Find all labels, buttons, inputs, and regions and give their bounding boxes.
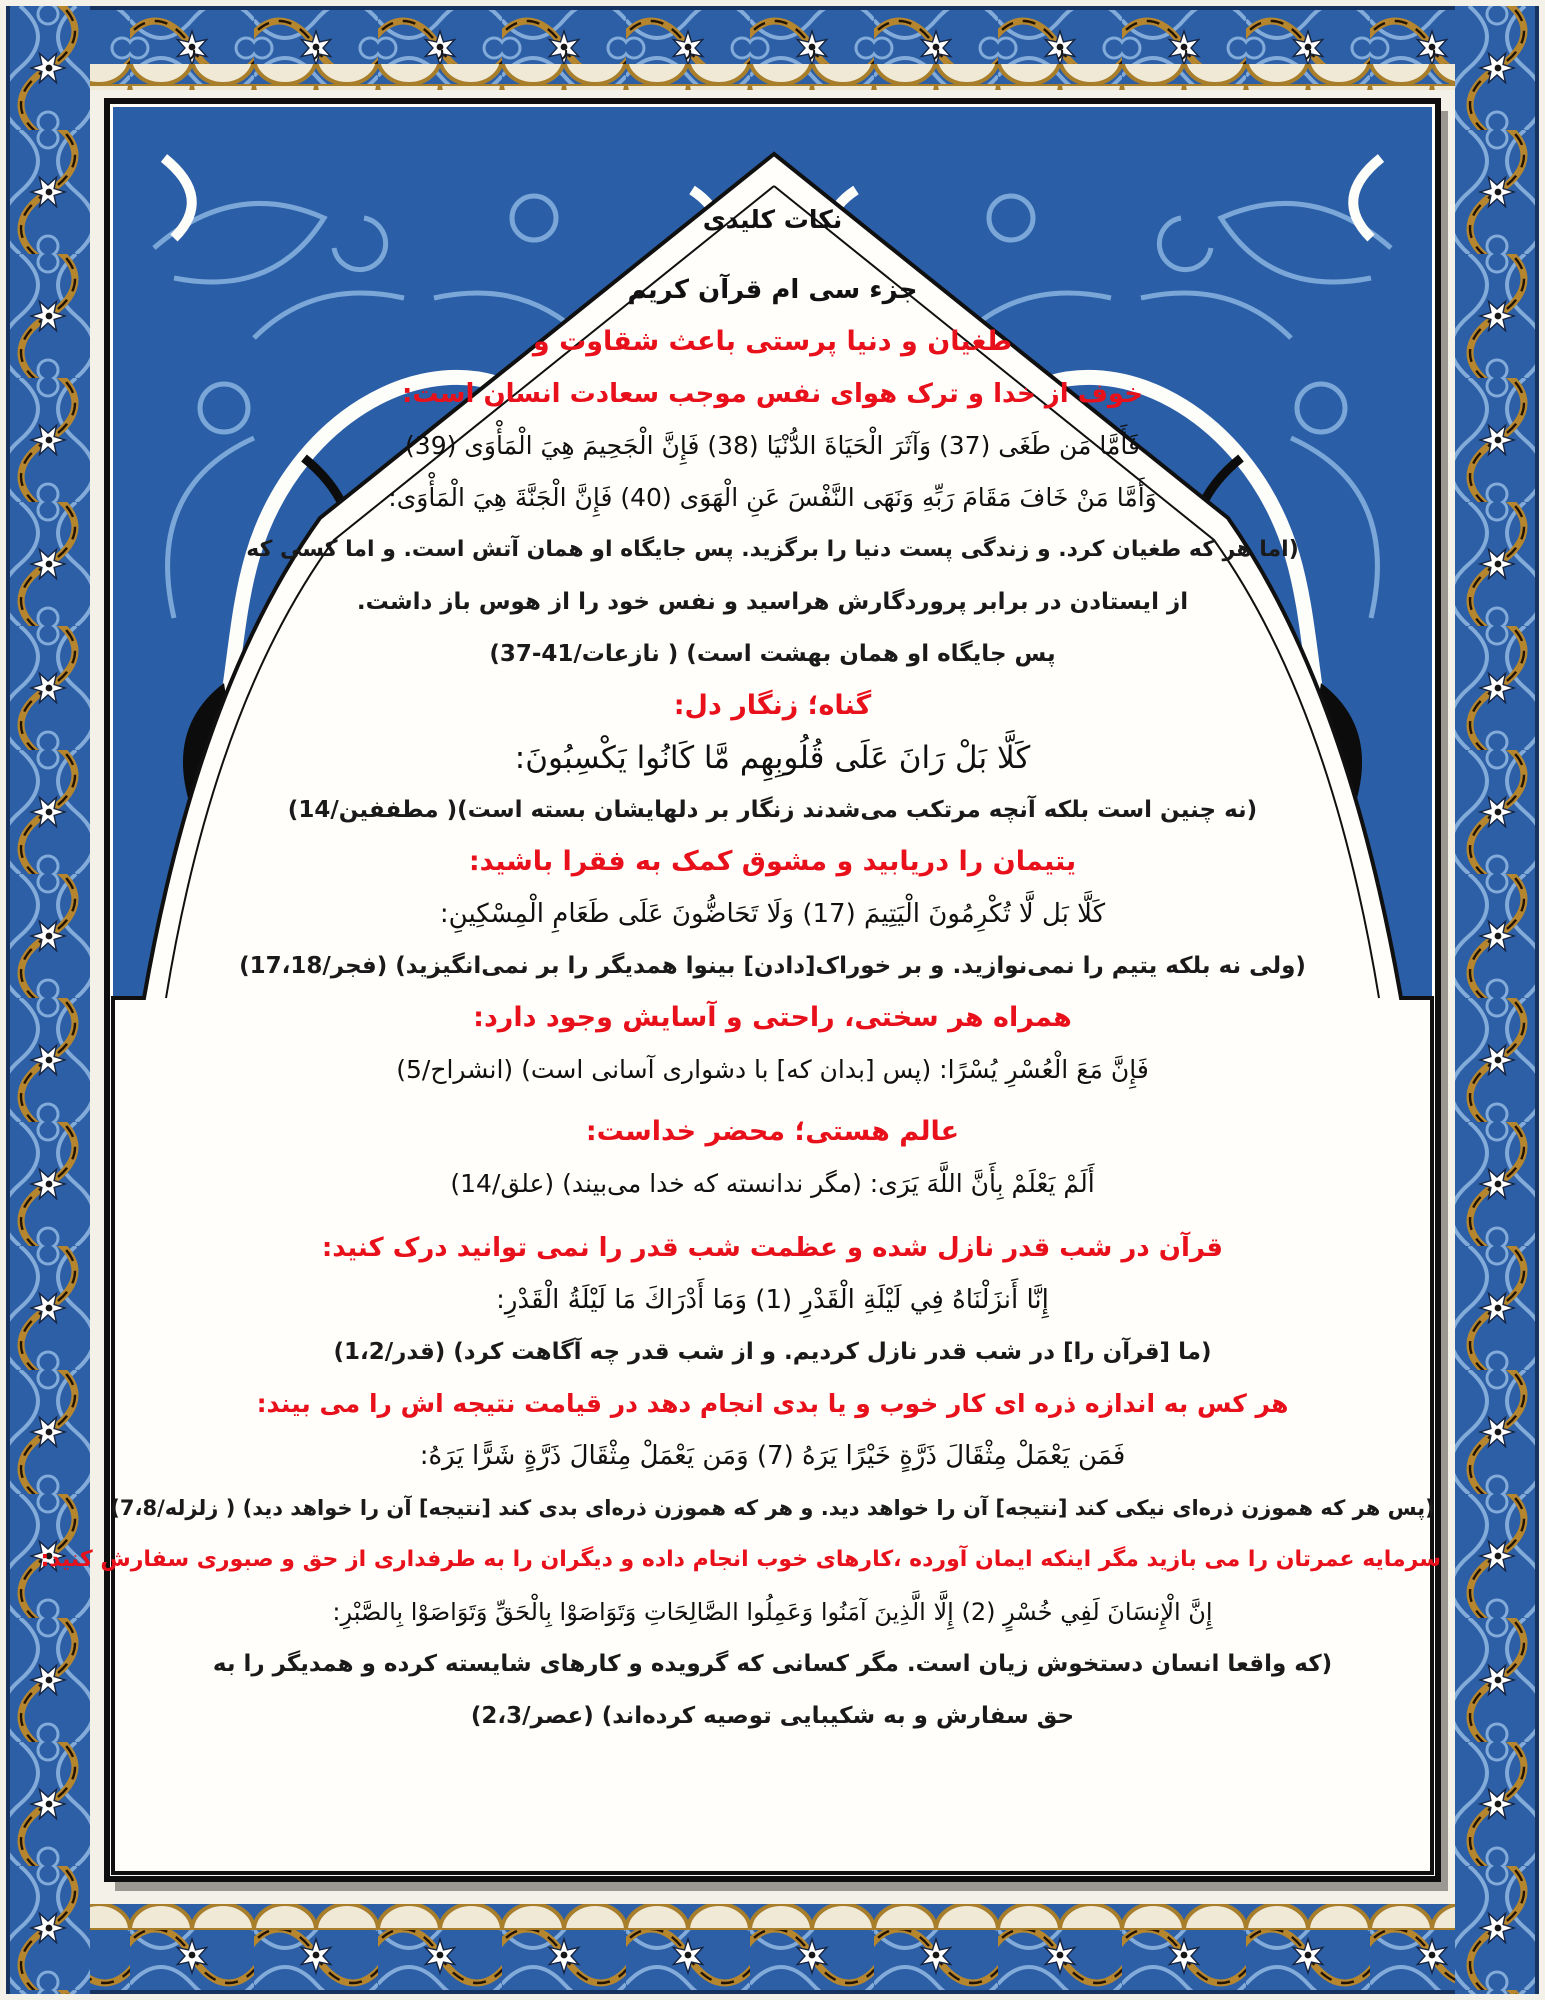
- verse-line: إِنَّ الْإِنسَانَ لَفِي خُسْرٍ (2) إِلَّا الَّذِينَ آمَنُوا وَعَمِلُوا الصَّالِحَاتِ وَتَوَاصَوْا بِالْحَقِّ وَتَوَاصَوْا بِالصَّبْرِ:: [332, 1598, 1213, 1626]
- verse-line: أَلَمْ يَعْلَمْ بِأَنَّ اللَّهَ يَرَى: (مگر ندانسته که خدا می‌بیند) (علق/14): [450, 1169, 1095, 1198]
- translation-line: پس جایگاه او همان بهشت است) ( نازعات/41-37): [489, 641, 1056, 667]
- verse-line: كَلَّا بَلْ رَانَ عَلَى قُلُوبِهِم مَّا كَانُوا يَكْسِبُونَ:: [514, 740, 1031, 776]
- page-title: نکات کلیدی: [702, 205, 843, 234]
- translation-line: حق سفارش و به شکیبایی توصیه کرده‌اند) (عصر/2،3): [470, 1703, 1075, 1729]
- section-heading-line: یتیمان را دریابید و مشوق کمک به فقرا باشید:: [468, 846, 1077, 877]
- section-heading-line: خوف از خدا و ترک هوای نفس موجب سعادت انسان است:: [402, 379, 1143, 409]
- verse-line: فَأَمَّا مَن طَغَى (37) وَآثَرَ الْحَيَاةَ الدُّنْيَا (38) فَإِنَّ الْجَحِيمَ هِيَ الْمَأْوَى (39): [405, 431, 1140, 460]
- translation-line: (اما هر که طغیان کرد. و زندگی پست دنیا را برگزید. پس جایگاه او همان آتش است. و اما کسی که: [246, 537, 1299, 562]
- border-ornament-top: [6, 6, 1539, 90]
- page-content: [40, 98, 1441, 1882]
- section-heading-line: گناه؛ زنگار دل:: [673, 690, 872, 721]
- mihrab-arch-panel: [40, 98, 1441, 1882]
- border-ornament-left: [6, 6, 90, 1994]
- verse-line: كَلَّا بَل لَّا تُكْرِمُونَ الْيَتِيمَ (17) وَلَا تَحَاضُّونَ عَلَى طَعَامِ الْمِسْكِينِ:: [439, 899, 1106, 929]
- translation-line: (ولی نه بلکه یتیم را نمی‌نوازید. و بر خوراک[دادن] بینوا همدیگر را بر نمی‌انگیزید) (فجر/17،18): [239, 953, 1306, 979]
- border-ornament-right: [1455, 6, 1539, 1994]
- section-heading-line: قرآن در شب قدر نازل شده و عظمت شب قدر را نمی توانید درک کنید:: [321, 1233, 1224, 1263]
- verse-line: فَإِنَّ مَعَ الْعُسْرِ يُسْرًا: (پس [بدان که] با دشواری آسانی است) (انشراح/5): [396, 1055, 1149, 1084]
- translation-line: از ایستادن در برابر پروردگارش هراسید و نفس خود را از هوس باز داشت.: [356, 589, 1189, 615]
- section-heading-line: همراه هر سختی، راحتی و آسایش وجود دارد:: [473, 1002, 1072, 1033]
- page-subtitle: جزء سی ام قرآن کریم: [627, 275, 918, 305]
- translation-line: (پس هر که هموزن ذره‌ای نیکی کند [نتیجه] آن را خواهد دید. و هر که هموزن ذره‌ای بدی کند [نتیجه] آن را خواهد دید) ( زلزله/7،8): [110, 1496, 1435, 1520]
- section-heading-line: هر کس به اندازه ذره ای کار خوب و یا بدی انجام دهد در قیامت نتیجه اش را می بیند:: [256, 1389, 1289, 1418]
- section-heading-line: عالم هستی؛ محضر خداست:: [585, 1116, 960, 1147]
- translation-line: (ما [قرآن را] در شب قدر نازل کردیم. و از شب قدر چه آگاهت کرد) (قدر/1،2): [333, 1339, 1212, 1365]
- verse-line: وَأَمَّا مَنْ خَافَ مَقَامَ رَبِّهِ وَنَهَى النَّفْسَ عَنِ الْهَوَى (40) فَإِنَّ الْجَنَّةَ هِيَ الْمَأْوَى:: [388, 483, 1157, 512]
- section-heading-line: طغیان و دنیا پرستی باعث شقاوت و: [532, 326, 1013, 357]
- section-heading-line: سرمایه عمرتان را می بازید مگر اینکه ایمان آورده ،کارهای خوب انجام داده و دیگران را به طرفداری از حق و صبوری سفارش کنید:: [40, 1547, 1441, 1572]
- border-ornament-bottom: [6, 1904, 1539, 1994]
- translation-line: (که واقعا انسان دستخوش زیان است. مگر کسانی که گرویده و کارهای شایسته کرده و همدیگر را به: [212, 1651, 1333, 1677]
- translation-line: (نه چنین است بلکه آنچه مرتکب می‌شدند زنگار بر دلهایشان بسته است)( مطففین/14): [287, 797, 1258, 823]
- verse-line: فَمَن يَعْمَلْ مِثْقَالَ ذَرَّةٍ خَيْرًا يَرَهُ (7) وَمَن يَعْمَلْ مِثْقَالَ ذَرَّةٍ شَرًّا يَرَهُ:: [419, 1441, 1126, 1471]
- verse-line: إِنَّا أَنزَلْنَاهُ فِي لَيْلَةِ الْقَدْرِ (1) وَمَا أَدْرَاكَ مَا لَيْلَةُ الْقَدْرِ:: [496, 1285, 1049, 1315]
